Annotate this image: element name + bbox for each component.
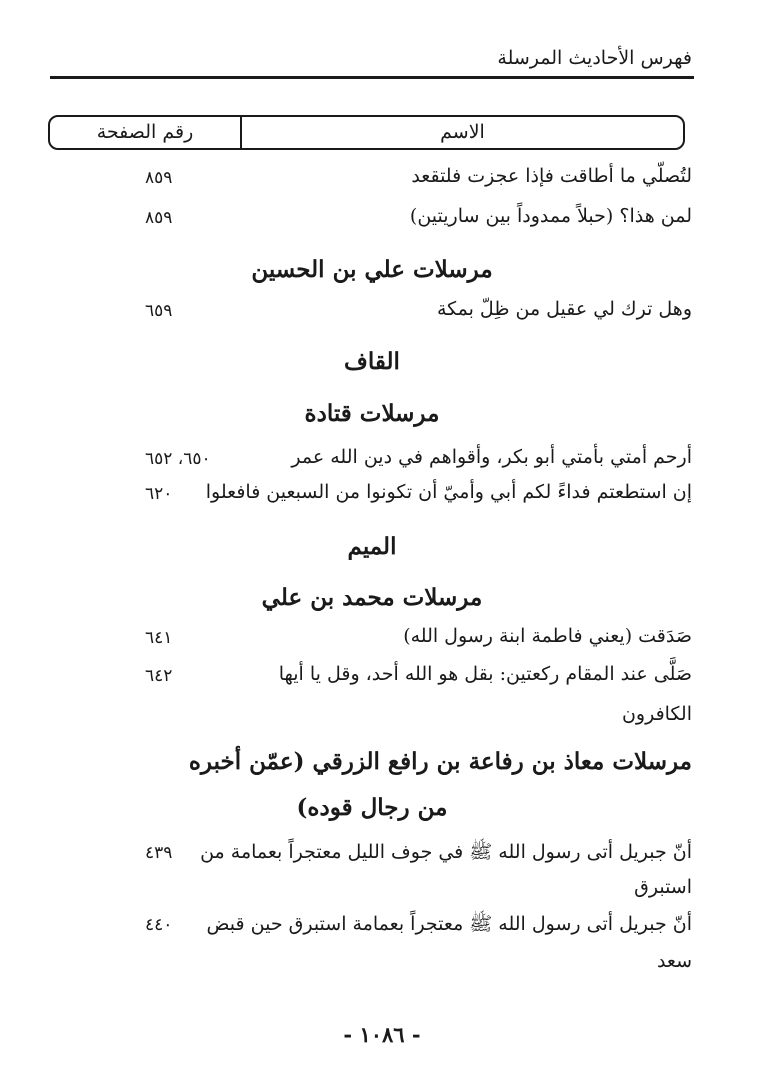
section-heading: مرسلات معاذ بن رفاعة بن رافع الزرقي (عمّن أخبره	[188, 748, 692, 775]
entry-page-number: ٤٣٩	[145, 843, 173, 863]
entry-continuation: الكافرون	[621, 703, 692, 725]
index-entry: أرحم أمتي بأمتي أبو بكر، وأقواهم في دين الله عمر	[291, 446, 692, 468]
index-entry: صَدَقت (يعني فاطمة ابنة رسول الله)	[403, 625, 692, 647]
section-heading: مرسلات علي بن الحسين	[251, 256, 493, 283]
entry-page-number: ٦٢٠	[145, 484, 173, 504]
index-entry: صَلَّى عند المقام ركعتين: بقل هو الله أحد، وقل يا أيها	[278, 663, 692, 685]
entry-page-number: ٦٥٩	[145, 301, 173, 321]
column-name-header: الاسم	[240, 117, 683, 148]
section-heading: مرسلات محمد بن علي	[261, 584, 483, 611]
entry-page-number: ٨٥٩	[145, 168, 173, 188]
header-rule	[50, 76, 694, 79]
page-number: - ١٠٨٦ -	[343, 1022, 421, 1047]
running-head: فهرس الأحاديث المرسلة	[497, 47, 692, 69]
index-entry: إن استطعتم فداءً لكم أبي وأميّ أن تكونوا من السبعين فافعلوا	[205, 481, 692, 503]
entry-page-number: ٨٥٩	[145, 208, 173, 228]
index-entry: لمن هذا؟ (حبلاً ممدوداً بين ساريتين)	[409, 205, 692, 227]
entry-page-number: ٦٤١	[145, 628, 173, 648]
column-page-header: رقم الصفحة	[96, 121, 194, 143]
section-heading: مرسلات قتادة	[304, 400, 440, 427]
letter-heading: الميم	[347, 533, 397, 560]
index-entry: وهل ترك لي عقيل من ظِلّ بمكة	[436, 298, 692, 320]
letter-heading: القاف	[344, 348, 400, 375]
entry-page-number: ٦٥٠، ٦٥٢	[145, 449, 211, 469]
entry-page-number: ٦٤٢	[145, 666, 173, 686]
entry-continuation: سعد	[656, 950, 692, 972]
index-entry: لتُصلّي ما أطاقت فإذا عجزت فلتقعد	[411, 165, 692, 187]
entry-continuation: استبرق	[634, 876, 692, 898]
column-header	[48, 115, 685, 150]
index-entry: أنّ جبريل أتى رسول الله ﷺ في جوف الليل معتجراً بعمامة من	[200, 841, 692, 863]
section-heading-continuation: من رجال قوده)	[296, 794, 448, 821]
index-entry: أنّ جبريل أتى رسول الله ﷺ معتجراً بعمامة استبرق حين قبض	[206, 913, 692, 935]
entry-page-number: ٤٤٠	[145, 915, 173, 935]
